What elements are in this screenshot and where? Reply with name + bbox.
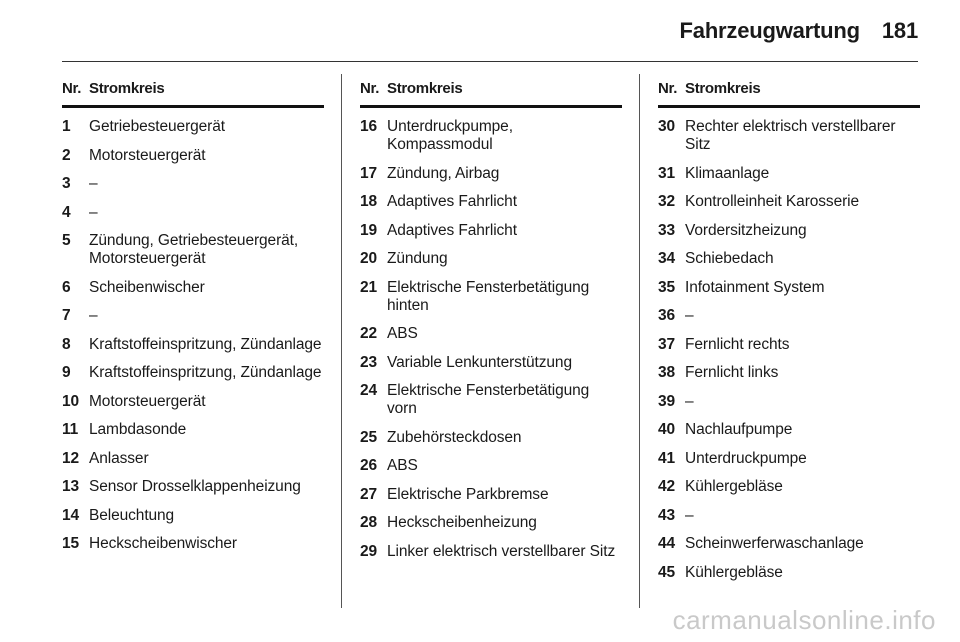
circuit-label: Zubehörsteckdosen: [387, 428, 522, 446]
fuse-number: 18: [360, 193, 378, 210]
table-row: [658, 336, 920, 354]
fuse-number: 27: [360, 485, 378, 503]
watermark: carmanualsonline.info: [672, 605, 936, 635]
circuit-label: Getriebesteuergerät: [89, 118, 225, 135]
circuit-label: Beleuchtung: [89, 506, 175, 524]
table-row: [360, 543, 622, 561]
fuse-table-column-3: [658, 80, 920, 592]
table-row: [360, 429, 622, 447]
fuse-number: 14: [62, 506, 80, 524]
header-nr: Nr.: [62, 80, 82, 97]
table-row: [62, 307, 324, 325]
fuse-number: 13: [62, 478, 80, 495]
table-row: [658, 535, 920, 553]
header-nr: Nr.: [658, 80, 678, 97]
circuit-label: Zündung: [387, 250, 448, 267]
table-row: [360, 325, 622, 343]
table-row: [658, 564, 920, 582]
table-row: [62, 450, 324, 468]
fuse-number: 12: [62, 449, 80, 467]
fuse-number: 36: [658, 307, 676, 324]
table-row: [658, 193, 920, 211]
circuit-label: Kühlergebläse: [685, 478, 783, 495]
fuse-table-column-2: [360, 80, 622, 571]
circuit-label: Unterdruckpumpe: [685, 449, 807, 467]
circuit-label: Sensor Drosselklappenheizung: [89, 478, 301, 495]
table-header: [62, 80, 324, 108]
fuse-number: 28: [360, 514, 378, 531]
table-row: [360, 382, 622, 418]
circuit-label: Scheibenwischer: [89, 278, 205, 296]
fuse-number: 8: [62, 335, 71, 353]
table-row: [62, 232, 324, 268]
fuse-number: 15: [62, 535, 80, 552]
fuse-number: 45: [658, 563, 676, 581]
circuit-label: Variable Lenkunterstützung: [387, 353, 572, 371]
fuse-number: 33: [658, 221, 676, 239]
circuit-label: Elektrische Fensterbetätigung hinten: [387, 278, 590, 314]
table-row: [658, 507, 920, 525]
circuit-label: Zündung, Getriebesteuergerät, Motorsteuergerät: [89, 232, 299, 267]
circuit-label: Kontrolleinheit Karosserie: [685, 193, 860, 210]
fuse-number: 9: [62, 364, 71, 381]
table-row: [360, 279, 622, 315]
table-row: [62, 507, 324, 525]
fuse-number: 44: [658, 535, 676, 552]
table-row: [658, 364, 920, 382]
header-rule: [62, 61, 918, 62]
table-row: [658, 118, 920, 154]
circuit-label: Kraftstoffeinspritzung, Zündanlage: [89, 364, 322, 381]
fuse-number: 3: [62, 175, 71, 192]
table-row: [658, 421, 920, 439]
column-divider: [341, 74, 342, 608]
table-row: [658, 250, 920, 268]
fuse-number: 30: [658, 118, 676, 135]
table-row: [360, 118, 622, 154]
circuit-label: Adaptives Fahrlicht: [387, 221, 517, 239]
header-circuit: Stromkreis: [685, 80, 761, 97]
fuse-number: 25: [360, 428, 378, 446]
fuse-number: 22: [360, 325, 378, 342]
circuit-label: Klimaanlage: [685, 164, 770, 182]
circuit-label: Motorsteuergerät: [89, 392, 206, 410]
table-header: [360, 80, 622, 108]
table-row: [658, 307, 920, 325]
table-rows: [360, 118, 622, 561]
fuse-number: 42: [658, 478, 676, 495]
fuse-number: 40: [658, 421, 676, 438]
fuse-number: 34: [658, 250, 676, 267]
table-row: [360, 457, 622, 475]
fuse-number: 23: [360, 353, 378, 371]
header-circuit: Stromkreis: [387, 80, 463, 97]
fuse-number: 21: [360, 278, 378, 296]
table-row: [360, 193, 622, 211]
fuse-number: 10: [62, 392, 80, 410]
table-row: [658, 279, 920, 297]
table-row: [658, 222, 920, 240]
table-row: [658, 478, 920, 496]
fuse-number: 35: [658, 278, 676, 296]
circuit-label: Elektrische Fensterbetätigung vorn: [387, 382, 590, 417]
header-circuit: Stromkreis: [89, 80, 165, 97]
fuse-number: 39: [658, 392, 676, 410]
table-rows: [62, 118, 324, 553]
circuit-label: Anlasser: [89, 449, 149, 467]
circuit-label: Zündung, Airbag: [387, 164, 500, 182]
circuit-label: Unterdruckpumpe, Kompassmodul: [387, 118, 513, 153]
circuit-label: –: [685, 506, 694, 524]
circuit-label: ABS: [387, 325, 418, 342]
circuit-label: Adaptives Fahrlicht: [387, 193, 517, 210]
circuit-label: –: [685, 392, 694, 410]
table-rows: [658, 118, 920, 582]
column-divider: [639, 74, 640, 608]
circuit-label: Fernlicht rechts: [685, 335, 790, 353]
table-row: [62, 535, 324, 553]
page-number: 181: [881, 18, 918, 43]
circuit-label: Vordersitzheizung: [685, 221, 807, 239]
circuit-label: Kühlergebläse: [685, 563, 783, 581]
fuse-number: 20: [360, 250, 378, 267]
circuit-label: –: [89, 307, 98, 324]
circuit-label: Rechter elektrisch verstellbarer Sitz: [685, 118, 896, 153]
fuse-number: 29: [360, 542, 378, 560]
table-row: [360, 486, 622, 504]
fuse-number: 31: [658, 164, 676, 182]
circuit-label: Elektrische Parkbremse: [387, 485, 549, 503]
circuit-label: ABS: [387, 457, 418, 474]
fuse-number: 5: [62, 232, 71, 249]
table-row: [62, 147, 324, 165]
fuse-number: 43: [658, 506, 676, 524]
circuit-label: Infotainment System: [685, 278, 825, 296]
fuse-number: 19: [360, 221, 378, 239]
page-header: [680, 18, 918, 44]
table-row: [62, 478, 324, 496]
circuit-label: Schiebedach: [685, 250, 774, 267]
fuse-number: 16: [360, 118, 378, 135]
circuit-label: –: [89, 203, 98, 221]
circuit-label: Kraftstoffeinspritzung, Zündanlage: [89, 335, 322, 353]
table-row: [62, 118, 324, 136]
fuse-number: 32: [658, 193, 676, 210]
section-title: Fahrzeugwartung: [679, 18, 860, 43]
fuse-number: 2: [62, 146, 71, 164]
circuit-label: Heckscheibenwischer: [89, 535, 237, 552]
table-row: [62, 175, 324, 193]
table-row: [360, 250, 622, 268]
table-row: [62, 364, 324, 382]
header-nr: Nr.: [360, 80, 380, 97]
fuse-number: 17: [360, 164, 378, 182]
table-row: [62, 393, 324, 411]
table-row: [360, 354, 622, 372]
table-row: [62, 204, 324, 222]
circuit-label: –: [685, 307, 694, 324]
fuse-number: 1: [62, 118, 71, 135]
circuit-label: Motorsteuergerät: [89, 146, 206, 164]
table-row: [360, 514, 622, 532]
table-row: [62, 421, 324, 439]
fuse-number: 26: [360, 457, 378, 474]
fuse-number: 37: [658, 335, 676, 353]
fuse-number: 41: [658, 449, 676, 467]
circuit-label: –: [89, 175, 98, 192]
table-row: [62, 279, 324, 297]
table-row: [360, 165, 622, 183]
table-row: [658, 393, 920, 411]
circuit-label: Linker elektrisch verstellbarer Sitz: [387, 542, 616, 560]
circuit-label: Lambdasonde: [89, 421, 187, 438]
table-row: [658, 450, 920, 468]
fuse-number: 6: [62, 278, 71, 296]
circuit-label: Nachlaufpumpe: [685, 421, 793, 438]
fuse-number: 11: [62, 421, 79, 438]
table-row: [62, 336, 324, 354]
circuit-label: Fernlicht links: [685, 364, 779, 381]
fuse-number: 24: [360, 382, 378, 399]
fuse-number: 7: [62, 307, 71, 324]
fuse-number: 4: [62, 203, 71, 221]
circuit-label: Scheinwerferwaschanlage: [685, 535, 864, 552]
fuse-table-column-1: [62, 80, 324, 564]
table-row: [658, 165, 920, 183]
table-header: [658, 80, 920, 108]
fuse-number: 38: [658, 364, 676, 381]
table-row: [360, 222, 622, 240]
circuit-label: Heckscheibenheizung: [387, 514, 537, 531]
